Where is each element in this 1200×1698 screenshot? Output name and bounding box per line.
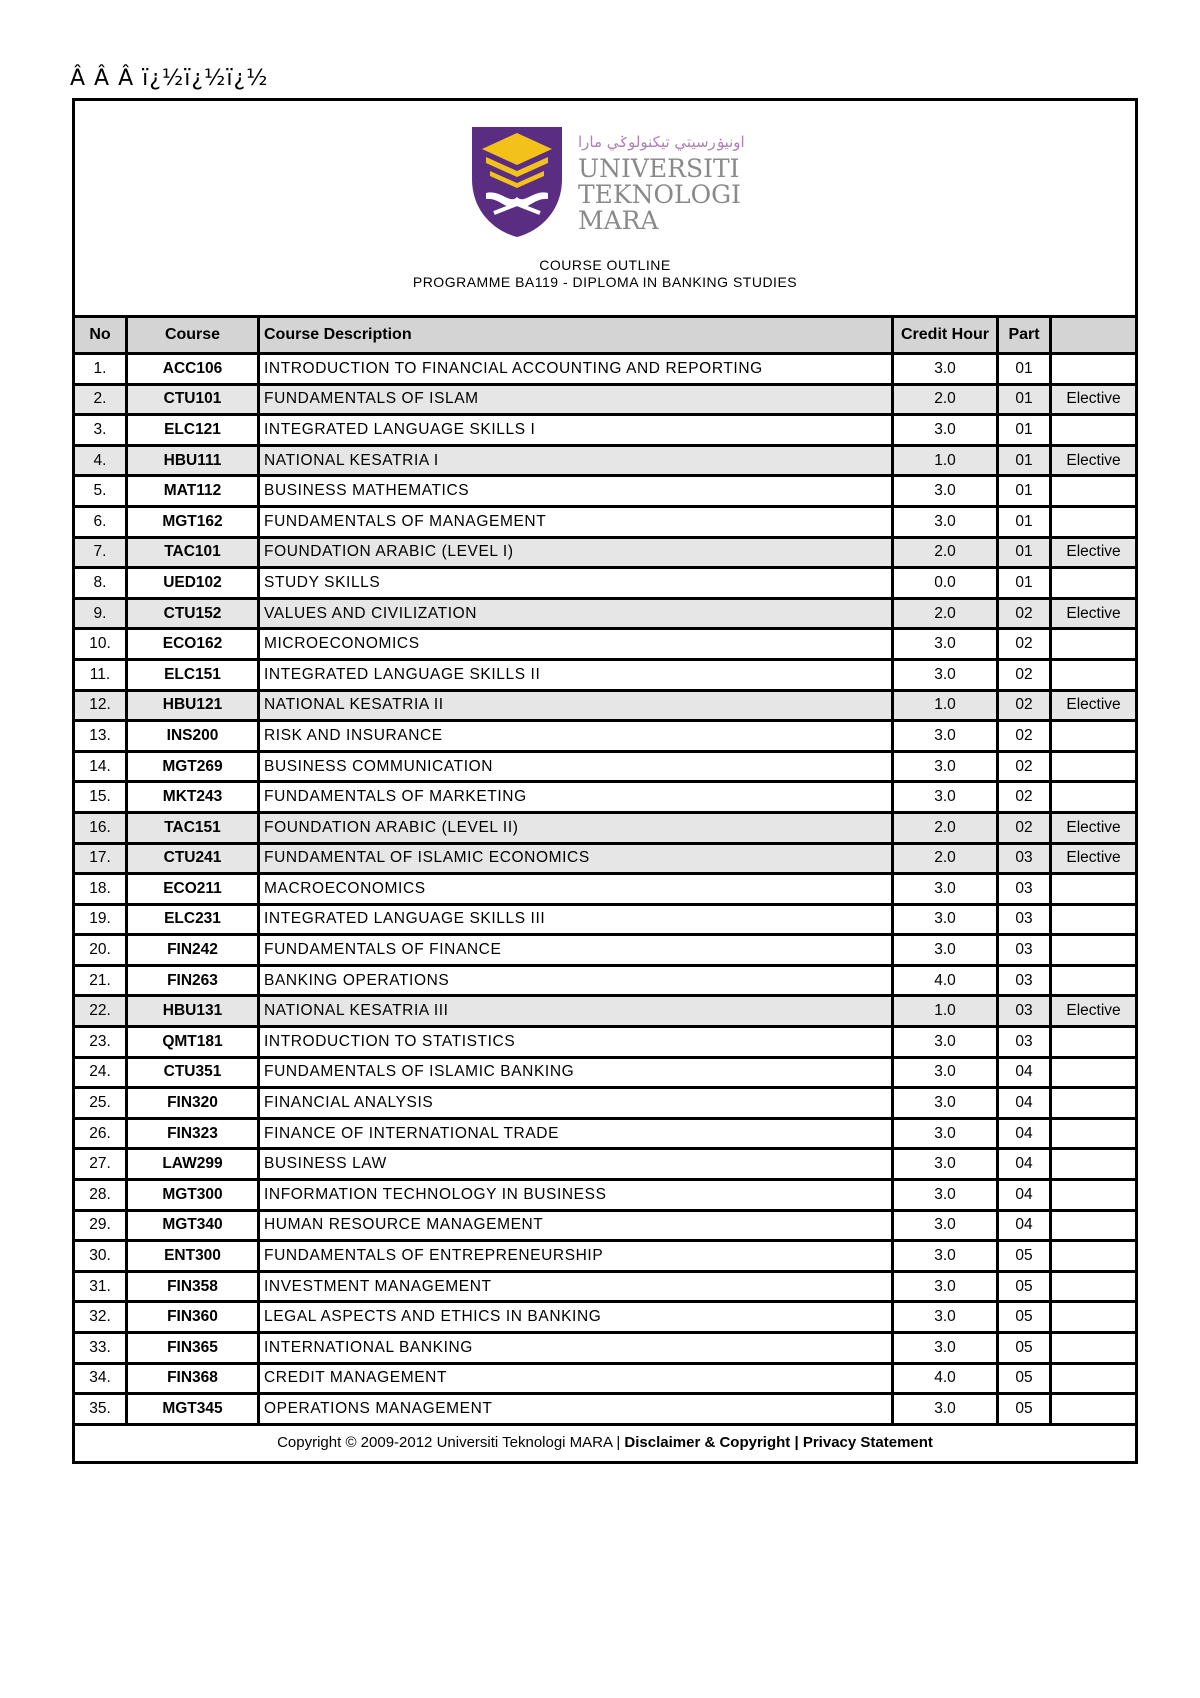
cell-course-code: FIN320 bbox=[128, 1089, 260, 1120]
cell-part: 05 bbox=[999, 1303, 1052, 1334]
cell-credit-hour: 3.0 bbox=[894, 1028, 999, 1059]
table-row bbox=[75, 1150, 1135, 1181]
cell-no: 13. bbox=[75, 722, 128, 753]
table-row bbox=[75, 447, 1135, 478]
cell-part: 03 bbox=[999, 906, 1052, 937]
cell-no: 15. bbox=[75, 783, 128, 814]
cell-note bbox=[1052, 1395, 1135, 1426]
cell-note bbox=[1052, 477, 1135, 508]
cell-part: 02 bbox=[999, 783, 1052, 814]
cell-credit-hour: 0.0 bbox=[894, 569, 999, 600]
cell-description: INTEGRATED LANGUAGE SKILLS III bbox=[260, 906, 894, 937]
cell-note: Elective bbox=[1052, 539, 1135, 570]
cell-description: FUNDAMENTALS OF ISLAMIC BANKING bbox=[260, 1059, 894, 1090]
table-row bbox=[75, 416, 1135, 447]
table-row bbox=[75, 1181, 1135, 1212]
cell-course-code: UED102 bbox=[128, 569, 260, 600]
cell-credit-hour: 3.0 bbox=[894, 1089, 999, 1120]
cell-no: 1. bbox=[75, 355, 128, 386]
table-row bbox=[75, 1120, 1135, 1151]
cell-note bbox=[1052, 1303, 1135, 1334]
cell-credit-hour: 3.0 bbox=[894, 1334, 999, 1365]
cell-note bbox=[1052, 630, 1135, 661]
table-row bbox=[75, 539, 1135, 570]
cell-no: 3. bbox=[75, 416, 128, 447]
uitm-logo bbox=[470, 127, 770, 237]
table-row bbox=[75, 1365, 1135, 1396]
cell-part: 05 bbox=[999, 1365, 1052, 1396]
table-row bbox=[75, 1059, 1135, 1090]
cell-description: RISK AND INSURANCE bbox=[260, 722, 894, 753]
footer bbox=[75, 1426, 1135, 1461]
cell-part: 01 bbox=[999, 416, 1052, 447]
cell-part: 02 bbox=[999, 753, 1052, 784]
cell-part: 05 bbox=[999, 1273, 1052, 1304]
cell-course-code: MGT162 bbox=[128, 508, 260, 539]
cell-credit-hour: 2.0 bbox=[894, 600, 999, 631]
column-header-note bbox=[1052, 318, 1135, 355]
cell-no: 6. bbox=[75, 508, 128, 539]
cell-note bbox=[1052, 1089, 1135, 1120]
table-row bbox=[75, 600, 1135, 631]
cell-no: 10. bbox=[75, 630, 128, 661]
cell-credit-hour: 2.0 bbox=[894, 386, 999, 417]
table-row bbox=[75, 1303, 1135, 1334]
cell-credit-hour: 4.0 bbox=[894, 1365, 999, 1396]
cell-credit-hour: 3.0 bbox=[894, 416, 999, 447]
cell-note bbox=[1052, 569, 1135, 600]
cell-no: 9. bbox=[75, 600, 128, 631]
cell-note: Elective bbox=[1052, 814, 1135, 845]
title-block bbox=[75, 257, 1135, 291]
cell-course-code: ELC121 bbox=[128, 416, 260, 447]
cell-description: INTEGRATED LANGUAGE SKILLS II bbox=[260, 661, 894, 692]
cell-part: 02 bbox=[999, 661, 1052, 692]
cell-course-code: FIN358 bbox=[128, 1273, 260, 1304]
cell-description: OPERATIONS MANAGEMENT bbox=[260, 1395, 894, 1426]
cell-no: 11. bbox=[75, 661, 128, 692]
cell-course-code: CTU152 bbox=[128, 600, 260, 631]
cell-description: NATIONAL KESATRIA I bbox=[260, 447, 894, 478]
table-row bbox=[75, 1334, 1135, 1365]
cell-description: FINANCE OF INTERNATIONAL TRADE bbox=[260, 1120, 894, 1151]
cell-credit-hour: 3.0 bbox=[894, 1150, 999, 1181]
cell-no: 30. bbox=[75, 1242, 128, 1273]
cell-description: BUSINESS MATHEMATICS bbox=[260, 477, 894, 508]
cell-note: Elective bbox=[1052, 600, 1135, 631]
programme-title: PROGRAMME BA119 - DIPLOMA IN BANKING STUDIES bbox=[412, 274, 798, 290]
cell-note bbox=[1052, 1028, 1135, 1059]
header-section bbox=[75, 101, 1135, 318]
cell-credit-hour: 3.0 bbox=[894, 1273, 999, 1304]
cell-part: 03 bbox=[999, 967, 1052, 998]
cell-course-code: MGT269 bbox=[128, 753, 260, 784]
cell-description: INTERNATIONAL BANKING bbox=[260, 1334, 894, 1365]
cell-description: FUNDAMENTAL OF ISLAMIC ECONOMICS bbox=[260, 845, 894, 876]
cell-no: 12. bbox=[75, 692, 128, 723]
cell-no: 5. bbox=[75, 477, 128, 508]
cell-note bbox=[1052, 722, 1135, 753]
cell-part: 01 bbox=[999, 355, 1052, 386]
cell-credit-hour: 3.0 bbox=[894, 1395, 999, 1426]
cell-course-code: ENT300 bbox=[128, 1242, 260, 1273]
cell-no: 28. bbox=[75, 1181, 128, 1212]
cell-description: INTRODUCTION TO STATISTICS bbox=[260, 1028, 894, 1059]
cell-description: LEGAL ASPECTS AND ETHICS IN BANKING bbox=[260, 1303, 894, 1334]
cell-course-code: FIN323 bbox=[128, 1120, 260, 1151]
cell-course-code: HBU111 bbox=[128, 447, 260, 478]
cell-credit-hour: 3.0 bbox=[894, 661, 999, 692]
cell-part: 04 bbox=[999, 1181, 1052, 1212]
cell-note bbox=[1052, 753, 1135, 784]
cell-course-code: TAC151 bbox=[128, 814, 260, 845]
cell-no: 26. bbox=[75, 1120, 128, 1151]
cell-no: 19. bbox=[75, 906, 128, 937]
cell-part: 02 bbox=[999, 722, 1052, 753]
table-row bbox=[75, 692, 1135, 723]
cell-description: VALUES AND CIVILIZATION bbox=[260, 600, 894, 631]
logo-line-1: UNIVERSITI bbox=[578, 154, 740, 183]
cell-note bbox=[1052, 936, 1135, 967]
cell-course-code: MGT345 bbox=[128, 1395, 260, 1426]
cell-course-code: FIN360 bbox=[128, 1303, 260, 1334]
cell-part: 03 bbox=[999, 845, 1052, 876]
table-row bbox=[75, 753, 1135, 784]
cell-part: 04 bbox=[999, 1059, 1052, 1090]
cell-note bbox=[1052, 967, 1135, 998]
cell-part: 02 bbox=[999, 630, 1052, 661]
cell-part: 03 bbox=[999, 1028, 1052, 1059]
cell-part: 04 bbox=[999, 1212, 1052, 1243]
cell-note: Elective bbox=[1052, 997, 1135, 1028]
column-header-part: Part bbox=[999, 318, 1052, 355]
cell-course-code: FIN368 bbox=[128, 1365, 260, 1396]
cell-part: 05 bbox=[999, 1395, 1052, 1426]
cell-part: 01 bbox=[999, 386, 1052, 417]
cell-note bbox=[1052, 661, 1135, 692]
cell-no: 35. bbox=[75, 1395, 128, 1426]
cell-credit-hour: 3.0 bbox=[894, 630, 999, 661]
cell-credit-hour: 3.0 bbox=[894, 1242, 999, 1273]
cell-credit-hour: 1.0 bbox=[894, 692, 999, 723]
cell-part: 05 bbox=[999, 1334, 1052, 1365]
cell-note: Elective bbox=[1052, 386, 1135, 417]
cell-note bbox=[1052, 1365, 1135, 1396]
cell-course-code: ELC231 bbox=[128, 906, 260, 937]
table-row bbox=[75, 783, 1135, 814]
table-row bbox=[75, 386, 1135, 417]
cell-no: 31. bbox=[75, 1273, 128, 1304]
table-row bbox=[75, 508, 1135, 539]
cell-no: 21. bbox=[75, 967, 128, 998]
cell-no: 25. bbox=[75, 1089, 128, 1120]
cell-course-code: LAW299 bbox=[128, 1150, 260, 1181]
table-row bbox=[75, 1242, 1135, 1273]
footer-separator: | bbox=[790, 1433, 803, 1451]
cell-no: 16. bbox=[75, 814, 128, 845]
cell-course-code: ACC106 bbox=[128, 355, 260, 386]
cell-credit-hour: 3.0 bbox=[894, 906, 999, 937]
column-header-credit-hour: Credit Hour bbox=[894, 318, 999, 355]
cell-course-code: FIN242 bbox=[128, 936, 260, 967]
table-row bbox=[75, 1028, 1135, 1059]
cell-description: STUDY SKILLS bbox=[260, 569, 894, 600]
cell-part: 01 bbox=[999, 539, 1052, 570]
cell-note bbox=[1052, 875, 1135, 906]
cell-course-code: CTU351 bbox=[128, 1059, 260, 1090]
cell-credit-hour: 3.0 bbox=[894, 875, 999, 906]
cell-part: 04 bbox=[999, 1089, 1052, 1120]
table-row bbox=[75, 814, 1135, 845]
cell-note bbox=[1052, 783, 1135, 814]
table-row bbox=[75, 722, 1135, 753]
table-row bbox=[75, 997, 1135, 1028]
cell-credit-hour: 3.0 bbox=[894, 1059, 999, 1090]
cell-description: NATIONAL KESATRIA III bbox=[260, 997, 894, 1028]
cell-no: 22. bbox=[75, 997, 128, 1028]
cell-credit-hour: 1.0 bbox=[894, 447, 999, 478]
cell-description: BUSINESS COMMUNICATION bbox=[260, 753, 894, 784]
cell-no: 8. bbox=[75, 569, 128, 600]
cell-note bbox=[1052, 1273, 1135, 1304]
table-row bbox=[75, 967, 1135, 998]
cell-description: BANKING OPERATIONS bbox=[260, 967, 894, 998]
cell-course-code: MGT300 bbox=[128, 1181, 260, 1212]
cell-no: 33. bbox=[75, 1334, 128, 1365]
cell-course-code: FIN263 bbox=[128, 967, 260, 998]
table-row bbox=[75, 355, 1135, 386]
table-row bbox=[75, 630, 1135, 661]
cell-description: FINANCIAL ANALYSIS bbox=[260, 1089, 894, 1120]
cell-note bbox=[1052, 1150, 1135, 1181]
table-row bbox=[75, 477, 1135, 508]
cell-credit-hour: 2.0 bbox=[894, 845, 999, 876]
cell-no: 17. bbox=[75, 845, 128, 876]
course-rows bbox=[75, 355, 1135, 1426]
cell-note bbox=[1052, 508, 1135, 539]
cell-no: 2. bbox=[75, 386, 128, 417]
table-row bbox=[75, 1212, 1135, 1243]
cell-part: 01 bbox=[999, 477, 1052, 508]
cell-course-code: HBU131 bbox=[128, 997, 260, 1028]
cell-part: 02 bbox=[999, 692, 1052, 723]
disclaimer-link[interactable]: Disclaimer & Copyright bbox=[624, 1433, 791, 1451]
cell-course-code: CTU101 bbox=[128, 386, 260, 417]
cell-credit-hour: 3.0 bbox=[894, 508, 999, 539]
cell-course-code: INS200 bbox=[128, 722, 260, 753]
cell-description: FUNDAMENTALS OF ISLAM bbox=[260, 386, 894, 417]
cell-course-code: CTU241 bbox=[128, 845, 260, 876]
cell-part: 04 bbox=[999, 1150, 1052, 1181]
cell-no: 4. bbox=[75, 447, 128, 478]
table-row bbox=[75, 1089, 1135, 1120]
cell-description: HUMAN RESOURCE MANAGEMENT bbox=[260, 1212, 894, 1243]
cell-credit-hour: 3.0 bbox=[894, 753, 999, 784]
cell-credit-hour: 2.0 bbox=[894, 814, 999, 845]
copyright-text: Copyright © 2009-2012 Universiti Teknologi MARA | bbox=[277, 1433, 625, 1451]
cell-description: FUNDAMENTALS OF MARKETING bbox=[260, 783, 894, 814]
cell-credit-hour: 3.0 bbox=[894, 1181, 999, 1212]
cell-note bbox=[1052, 416, 1135, 447]
table-row bbox=[75, 845, 1135, 876]
cell-no: 14. bbox=[75, 753, 128, 784]
cell-no: 27. bbox=[75, 1150, 128, 1181]
cell-note bbox=[1052, 1334, 1135, 1365]
cell-no: 32. bbox=[75, 1303, 128, 1334]
cell-description: BUSINESS LAW bbox=[260, 1150, 894, 1181]
cell-part: 04 bbox=[999, 1120, 1052, 1151]
garbled-header-text: Â Â Â ï¿½ï¿½ï¿½ bbox=[70, 66, 269, 91]
cell-note bbox=[1052, 355, 1135, 386]
page-title: COURSE OUTLINE bbox=[539, 257, 671, 273]
course-outline-frame bbox=[72, 98, 1138, 1464]
cell-description: NATIONAL KESATRIA II bbox=[260, 692, 894, 723]
cell-note: Elective bbox=[1052, 692, 1135, 723]
cell-course-code: MAT112 bbox=[128, 477, 260, 508]
cell-note: Elective bbox=[1052, 447, 1135, 478]
cell-no: 20. bbox=[75, 936, 128, 967]
cell-course-code: MGT340 bbox=[128, 1212, 260, 1243]
cell-credit-hour: 3.0 bbox=[894, 1303, 999, 1334]
cell-note bbox=[1052, 1212, 1135, 1243]
table-row bbox=[75, 661, 1135, 692]
cell-note bbox=[1052, 1181, 1135, 1212]
cell-credit-hour: 3.0 bbox=[894, 936, 999, 967]
privacy-link[interactable]: Privacy Statement bbox=[802, 1433, 933, 1451]
table-row bbox=[75, 1395, 1135, 1426]
cell-part: 03 bbox=[999, 936, 1052, 967]
logo-line-2: TEKNOLOGI bbox=[578, 180, 741, 209]
cell-no: 23. bbox=[75, 1028, 128, 1059]
cell-note bbox=[1052, 906, 1135, 937]
cell-part: 01 bbox=[999, 447, 1052, 478]
cell-credit-hour: 3.0 bbox=[894, 477, 999, 508]
cell-part: 05 bbox=[999, 1242, 1052, 1273]
table-row bbox=[75, 875, 1135, 906]
cell-description: FUNDAMENTALS OF ENTREPRENEURSHIP bbox=[260, 1242, 894, 1273]
cell-description: INTEGRATED LANGUAGE SKILLS I bbox=[260, 416, 894, 447]
cell-note bbox=[1052, 1242, 1135, 1273]
cell-description: INVESTMENT MANAGEMENT bbox=[260, 1273, 894, 1304]
cell-course-code: TAC101 bbox=[128, 539, 260, 570]
cell-credit-hour: 2.0 bbox=[894, 539, 999, 570]
table-row bbox=[75, 569, 1135, 600]
cell-credit-hour: 4.0 bbox=[894, 967, 999, 998]
cell-description: INTRODUCTION TO FINANCIAL ACCOUNTING AND REPORTING bbox=[260, 355, 894, 386]
cell-credit-hour: 3.0 bbox=[894, 722, 999, 753]
cell-part: 02 bbox=[999, 814, 1052, 845]
column-header-course: Course bbox=[128, 318, 260, 355]
table-row bbox=[75, 906, 1135, 937]
cell-no: 7. bbox=[75, 539, 128, 570]
cell-no: 18. bbox=[75, 875, 128, 906]
cell-description: INFORMATION TECHNOLOGY IN BUSINESS bbox=[260, 1181, 894, 1212]
cell-description: FUNDAMENTALS OF MANAGEMENT bbox=[260, 508, 894, 539]
table-header-row bbox=[75, 318, 1135, 355]
cell-note bbox=[1052, 1120, 1135, 1151]
cell-description: MICROECONOMICS bbox=[260, 630, 894, 661]
table-row bbox=[75, 1273, 1135, 1304]
cell-credit-hour: 3.0 bbox=[894, 783, 999, 814]
cell-no: 24. bbox=[75, 1059, 128, 1090]
cell-description: FOUNDATION ARABIC (LEVEL II) bbox=[260, 814, 894, 845]
cell-description: FOUNDATION ARABIC (LEVEL I) bbox=[260, 539, 894, 570]
cell-note bbox=[1052, 1059, 1135, 1090]
cell-course-code: FIN365 bbox=[128, 1334, 260, 1365]
logo-arabic: اونيۏرسيتي تيكنولوݢي مارا bbox=[578, 133, 745, 151]
cell-course-code: ECO162 bbox=[128, 630, 260, 661]
table-row bbox=[75, 936, 1135, 967]
cell-credit-hour: 1.0 bbox=[894, 997, 999, 1028]
cell-description: MACROECONOMICS bbox=[260, 875, 894, 906]
cell-description: FUNDAMENTALS OF FINANCE bbox=[260, 936, 894, 967]
cell-course-code: MKT243 bbox=[128, 783, 260, 814]
cell-course-code: QMT181 bbox=[128, 1028, 260, 1059]
cell-part: 03 bbox=[999, 997, 1052, 1028]
logo-line-3: MARA bbox=[578, 206, 659, 235]
cell-course-code: ECO211 bbox=[128, 875, 260, 906]
course-table bbox=[75, 318, 1135, 1426]
cell-part: 01 bbox=[999, 569, 1052, 600]
cell-part: 01 bbox=[999, 508, 1052, 539]
cell-credit-hour: 3.0 bbox=[894, 355, 999, 386]
column-header-description: Course Description bbox=[260, 318, 894, 355]
cell-part: 02 bbox=[999, 600, 1052, 631]
cell-course-code: HBU121 bbox=[128, 692, 260, 723]
cell-note: Elective bbox=[1052, 845, 1135, 876]
cell-description: CREDIT MANAGEMENT bbox=[260, 1365, 894, 1396]
cell-no: 29. bbox=[75, 1212, 128, 1243]
cell-credit-hour: 3.0 bbox=[894, 1120, 999, 1151]
cell-course-code: ELC151 bbox=[128, 661, 260, 692]
column-header-no: No bbox=[75, 318, 128, 355]
cell-no: 34. bbox=[75, 1365, 128, 1396]
cell-part: 03 bbox=[999, 875, 1052, 906]
cell-credit-hour: 3.0 bbox=[894, 1212, 999, 1243]
